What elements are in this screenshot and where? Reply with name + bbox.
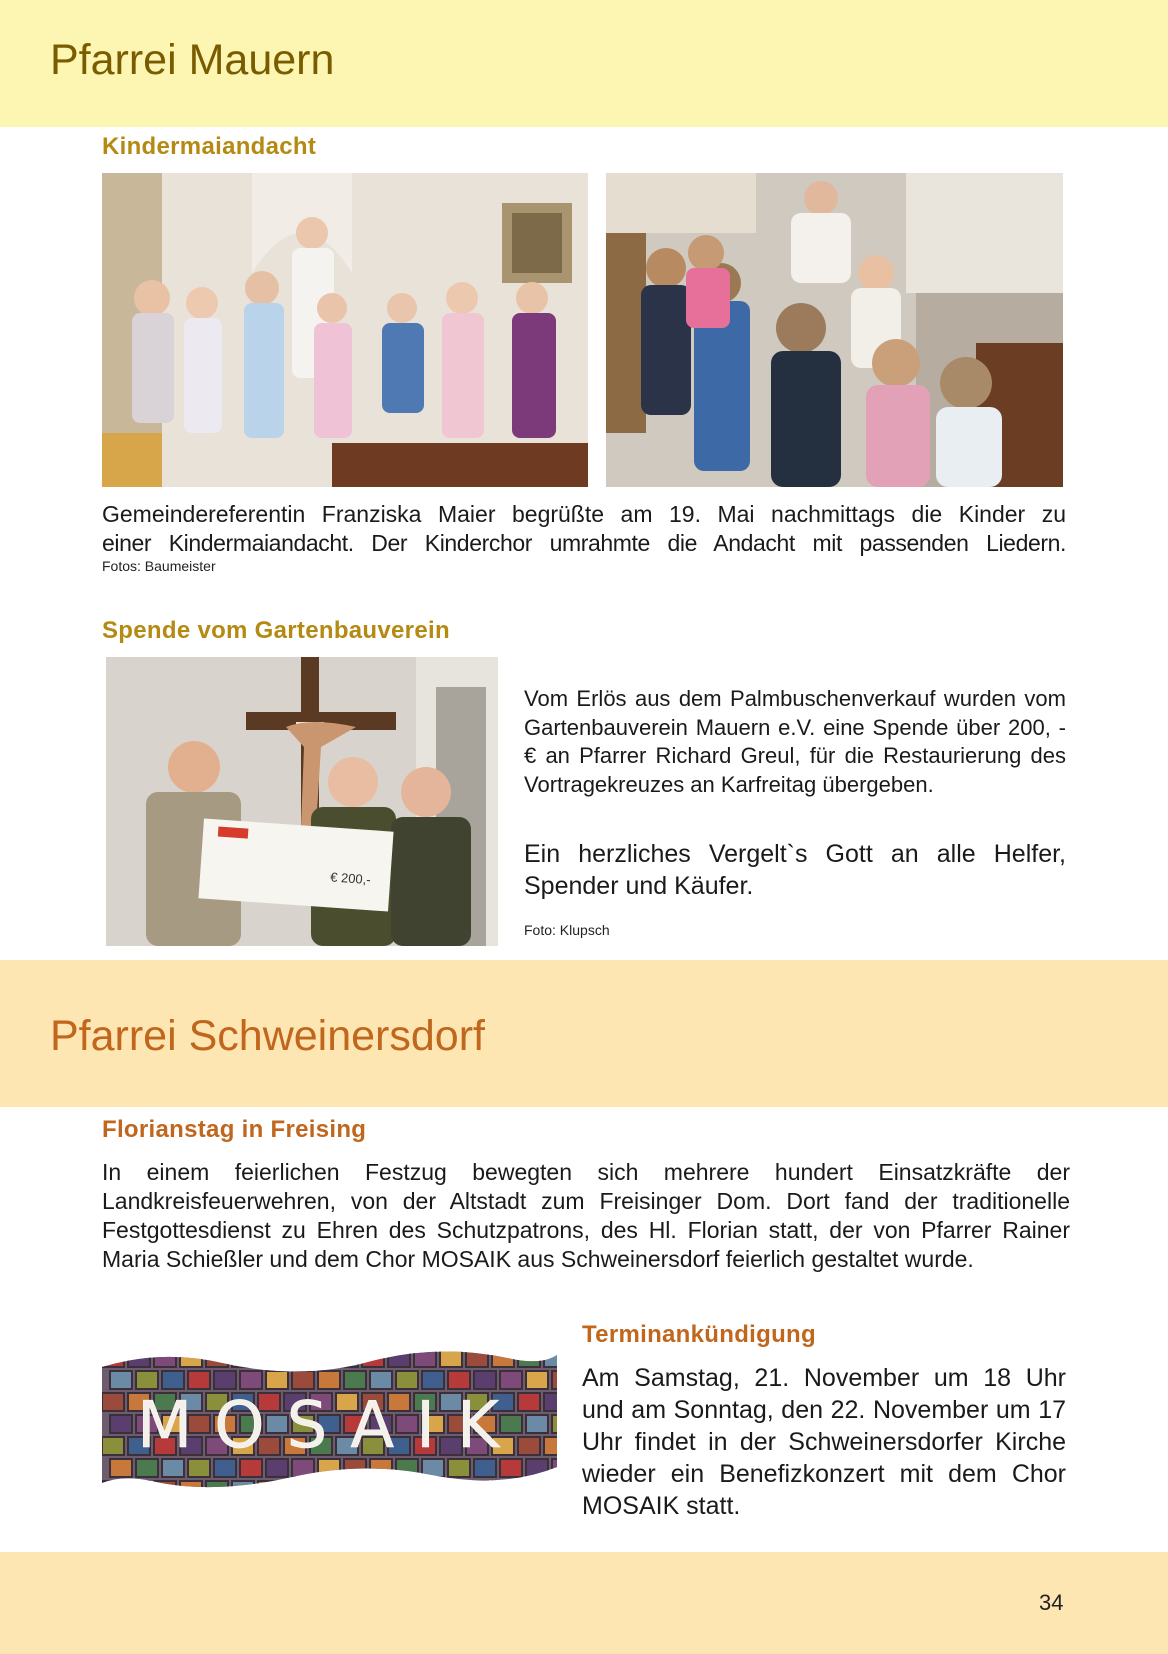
- mosaic-tile: [466, 1349, 488, 1367]
- mosaic-tile: [206, 1349, 228, 1367]
- mosaic-tile: [266, 1371, 288, 1389]
- photo-credit-spende: Foto: Klupsch: [524, 922, 610, 938]
- mosaic-tile: [136, 1371, 158, 1389]
- photo-children-choir: [102, 173, 588, 487]
- mosaik-logo-text: MOSAIK: [136, 1389, 522, 1463]
- termin-text: Am Samstag, 21. November um 18 Uhr und am Sonntag, den 22. November um 17 Uhr findet in der Schweinersdorfer Kirche wieder ein Benefizkonzert mit dem Chor MOSAIK statt.: [582, 1364, 1066, 1520]
- mosaic-tile: [344, 1371, 366, 1389]
- mosaic-tile: [110, 1459, 132, 1477]
- photo-credit-kindermaiandacht: Fotos: Baumeister: [102, 558, 216, 574]
- mosaic-tile: [370, 1371, 392, 1389]
- mosaik-choir-logo: [102, 1349, 557, 1495]
- mosaic-tile: [206, 1481, 228, 1495]
- mosaic-tile: [180, 1349, 202, 1367]
- mosaic-tile: [214, 1371, 236, 1389]
- mosaic-tile: [474, 1371, 496, 1389]
- mosaic-tile: [310, 1349, 332, 1367]
- spende-text: Vom Erlös aus dem Palmbuschenverkauf wurden vom Gartenbauverein Mauern e.V. eine Spende über 200, - € an Pfarrer Richard Greul, für die Restaurierung des Vortragekreuzes an Karfreitag übergeben.: [524, 686, 1066, 797]
- mosaic-tile: [544, 1393, 557, 1411]
- mosaic-tile: [154, 1349, 176, 1367]
- spende-thanks: Ein herzliches Vergelt`s Gott an alle Helfer, Spender und Käufer.: [524, 840, 1066, 900]
- mosaic-tile: [552, 1459, 557, 1477]
- mosaic-tile: [448, 1371, 470, 1389]
- mosaic-tile: [232, 1481, 254, 1495]
- mosaic-tile: [526, 1371, 548, 1389]
- mosaic-tile: [336, 1481, 358, 1495]
- mosaic-tile: [544, 1437, 557, 1455]
- mosaic-tile: [492, 1349, 514, 1367]
- caption-line-1: Gemeindereferentin Franziska Maier begrüßte am 19. Mai nachmittags die Kinder zu: [102, 501, 1066, 527]
- mosaic-tile: [526, 1459, 548, 1477]
- mosaic-tile: [102, 1437, 124, 1455]
- mosaic-tile: [388, 1481, 410, 1495]
- mosaic-tile: [336, 1349, 358, 1367]
- mosaic-tile: [362, 1349, 384, 1367]
- mosaic-tile: [518, 1481, 540, 1495]
- mosaic-tile: [128, 1481, 150, 1495]
- section-title-mauern: Pfarrei Mauern: [50, 36, 335, 84]
- mosaic-tile: [318, 1371, 340, 1389]
- heading-kindermaiandacht: Kindermaiandacht: [102, 133, 317, 160]
- mosaic-tile: [258, 1481, 280, 1495]
- caption-line-2: einer Kindermaiandacht. Der Kinderchor umrahmte die Andacht mit passenden Liedern.: [102, 530, 1066, 556]
- mosaic-tile: [518, 1349, 540, 1367]
- mosaic-tile: [518, 1393, 540, 1411]
- mosaic-tile: [110, 1371, 132, 1389]
- mosaic-tile: [544, 1349, 557, 1367]
- heading-spende: Spende vom Gartenbauverein: [102, 617, 450, 644]
- footer-band: [0, 1552, 1168, 1654]
- photo-children-with-referent: [606, 173, 1063, 487]
- mosaic-tile: [154, 1481, 176, 1495]
- mosaic-tile: [310, 1481, 332, 1495]
- mosaic-tile: [422, 1371, 444, 1389]
- page-number: 34: [1039, 1590, 1064, 1615]
- mosaic-tile: [492, 1481, 514, 1495]
- mosaic-tile: [284, 1481, 306, 1495]
- mosaic-tile: [440, 1349, 462, 1367]
- heading-florianstag: Florianstag in Freising: [102, 1116, 367, 1143]
- mosaic-tile: [518, 1437, 540, 1455]
- florianstag-text: In einem feierlichen Festzug bewegten sich mehrere hundert Einsatzkräfte der Landkreisfeuerwehren, von der Altstadt zum Freisinger Dom. Dort fand der traditionelle Festgottesdienst zu Ehren des Schutzpatrons, des Hl. Florian statt, der von Pfarrer Rainer Maria Schießler und dem Chor MOSAIK aus Schweinersdorf feierlich gestaltet wurde.: [102, 1159, 1070, 1272]
- mosaic-tile: [110, 1415, 132, 1433]
- cheque-amount: € 200,-: [329, 869, 372, 888]
- mosaic-tile: [102, 1481, 124, 1495]
- mosaic-tile: [240, 1371, 262, 1389]
- mosaic-tile: [396, 1371, 418, 1389]
- mosaic-tile: [258, 1349, 280, 1367]
- mosaic-tile: [292, 1371, 314, 1389]
- mosaic-tile: [414, 1481, 436, 1495]
- mosaic-tile: [526, 1415, 548, 1433]
- section-title-schweinersdorf: Pfarrei Schweinersdorf: [50, 1012, 485, 1060]
- mosaic-tile: [552, 1415, 557, 1433]
- heading-terminankuendigung: Terminankündigung: [582, 1321, 816, 1348]
- mosaic-tile: [440, 1481, 462, 1495]
- mosaic-tile: [552, 1371, 557, 1389]
- mosaic-tile: [102, 1349, 124, 1367]
- mosaic-tile: [188, 1371, 210, 1389]
- photo-cheque-handover: [106, 657, 498, 946]
- mosaic-tile: [284, 1349, 306, 1367]
- mosaic-tile: [466, 1481, 488, 1495]
- mosaic-tile: [102, 1393, 124, 1411]
- mosaic-tile: [128, 1349, 150, 1367]
- mosaic-tile: [362, 1481, 384, 1495]
- mosaic-tile: [232, 1349, 254, 1367]
- mosaic-tile: [162, 1371, 184, 1389]
- mosaic-tile: [414, 1349, 436, 1367]
- mosaic-tile: [388, 1349, 410, 1367]
- mosaic-tile: [180, 1481, 202, 1495]
- mosaic-tile: [500, 1371, 522, 1389]
- mosaic-tile: [544, 1481, 557, 1495]
